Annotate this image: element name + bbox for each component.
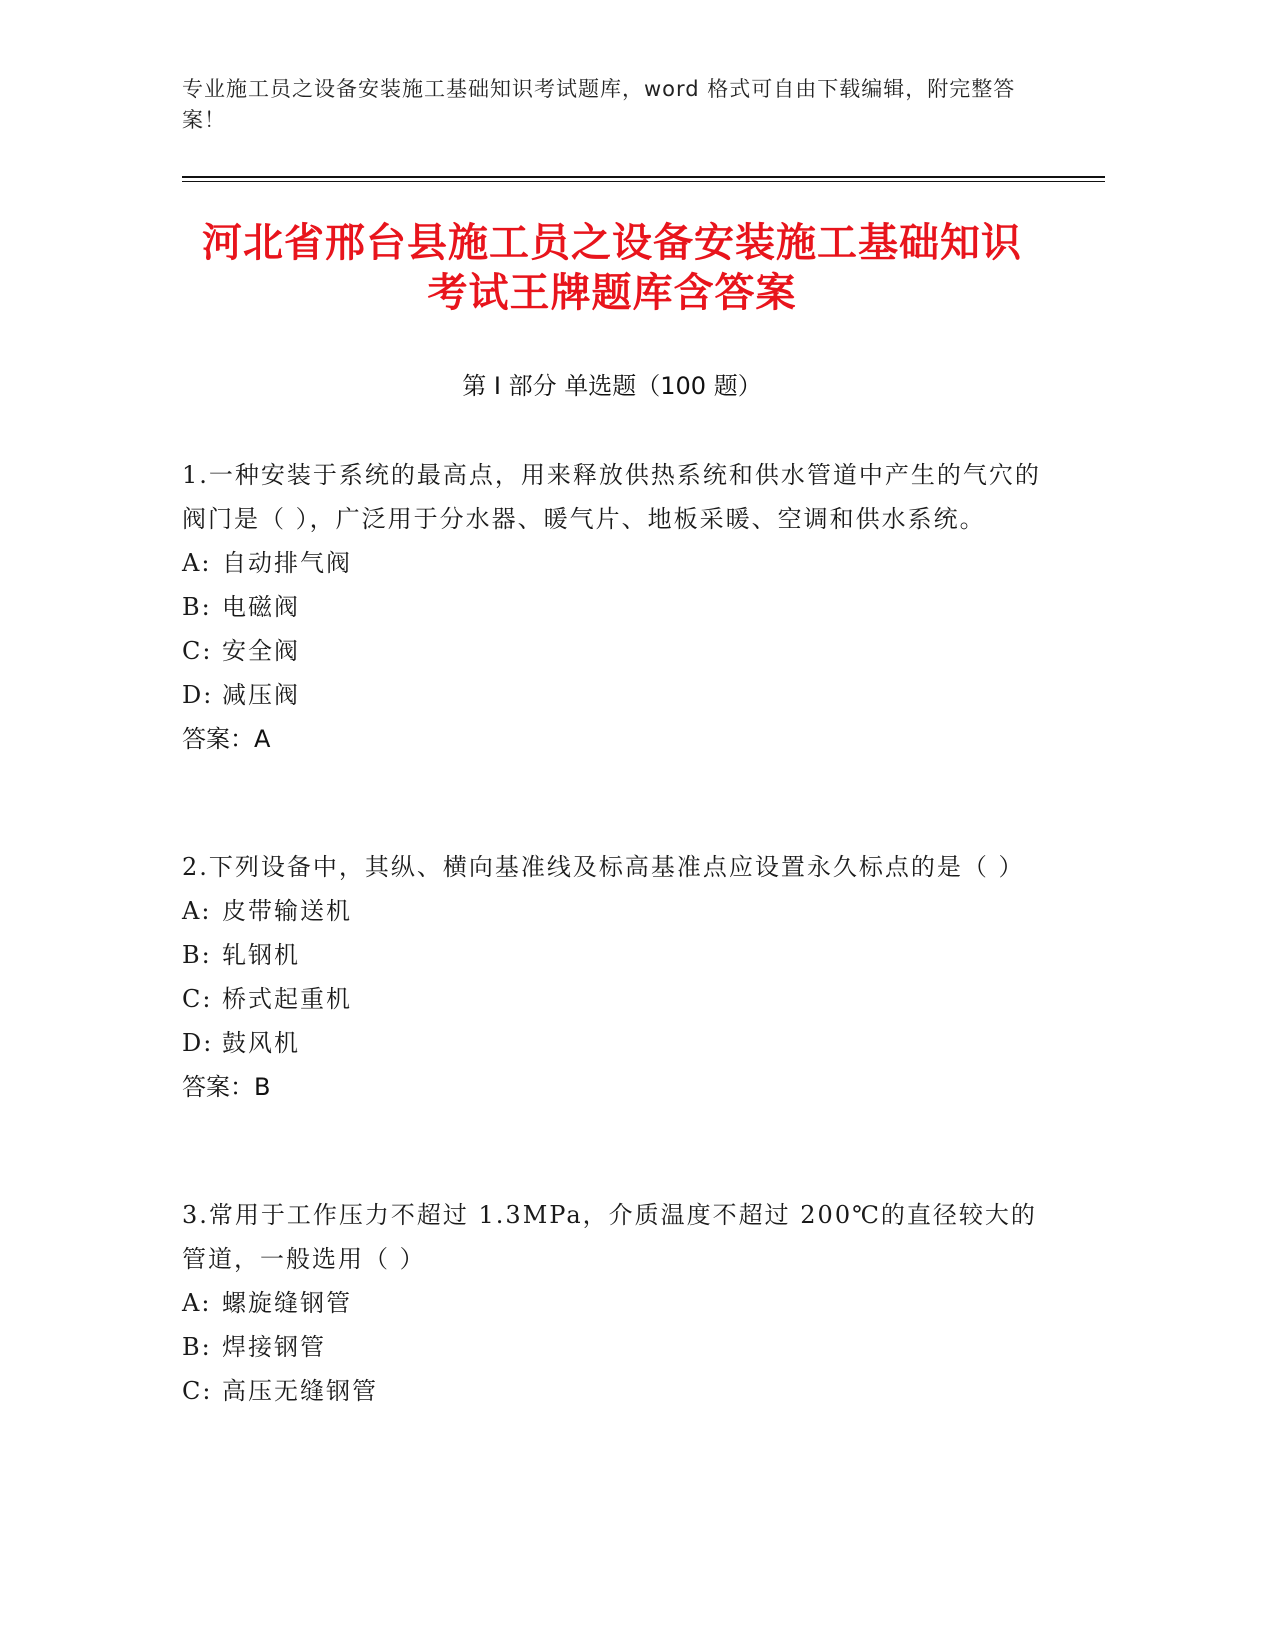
question-stem: 1.一种安装于系统的最高点，用来释放供热系统和供水管道中产生的气穴的阀门是（ ），广泛用于分水器、暖气片、地板采暖、空调和供水系统。 bbox=[182, 461, 1041, 533]
answer-value: B bbox=[254, 1073, 271, 1101]
option-b bbox=[182, 1325, 1042, 1369]
option-text: 焊接钢管 bbox=[222, 1333, 326, 1361]
question-stem: 2.下列设备中，其纵、横向基准线及标高基准点应设置永久标点的是（ ） bbox=[182, 853, 1025, 881]
answer-label: 答案： bbox=[182, 1073, 254, 1101]
option-d bbox=[182, 673, 1042, 717]
option-text: 高压无缝钢管 bbox=[222, 1377, 378, 1405]
option-b bbox=[182, 585, 1042, 629]
answer-line bbox=[182, 1065, 1042, 1109]
option-letter: A: bbox=[182, 549, 212, 577]
option-letter: B: bbox=[182, 593, 212, 621]
option-letter: A: bbox=[182, 897, 212, 925]
option-text: 皮带输送机 bbox=[222, 897, 352, 925]
option-letter: B: bbox=[182, 1333, 212, 1361]
option-text: 鼓风机 bbox=[222, 1029, 300, 1057]
option-letter: D: bbox=[182, 1029, 214, 1057]
option-letter: C: bbox=[182, 985, 213, 1013]
answer-label: 答案： bbox=[182, 725, 254, 753]
answer-value: A bbox=[254, 725, 271, 753]
option-b bbox=[182, 933, 1042, 977]
option-text: 安全阀 bbox=[222, 637, 300, 665]
option-d bbox=[182, 1021, 1042, 1065]
option-text: 桥式起重机 bbox=[222, 985, 352, 1013]
question-1 bbox=[182, 453, 1042, 761]
document-title: 河北省邢台县施工员之设备安装施工基础知识考试王牌题库含答案 bbox=[202, 220, 1022, 316]
option-letter: D: bbox=[182, 681, 214, 709]
option-a bbox=[182, 541, 1042, 585]
option-letter: B: bbox=[182, 941, 212, 969]
option-c bbox=[182, 629, 1042, 673]
option-letter: C: bbox=[182, 637, 213, 665]
option-text: 自动排气阀 bbox=[222, 549, 352, 577]
question-2 bbox=[182, 845, 1042, 1109]
option-letter: A: bbox=[182, 1289, 212, 1317]
question-3 bbox=[182, 1193, 1042, 1413]
option-c bbox=[182, 977, 1042, 1021]
option-text: 轧钢机 bbox=[222, 941, 300, 969]
header-rule-thick bbox=[182, 176, 1105, 178]
option-c bbox=[182, 1369, 1042, 1413]
question-stem: 3.常用于工作压力不超过 1.3MPa，介质温度不超过 200℃的直径较大的管道，一般选用（ ） bbox=[182, 1201, 1037, 1273]
option-text: 减压阀 bbox=[222, 681, 300, 709]
option-text: 电磁阀 bbox=[222, 593, 300, 621]
header-rule-thin bbox=[182, 181, 1105, 182]
answer-line bbox=[182, 717, 1042, 761]
header-note: 专业施工员之设备安装施工基础知识考试题库，word 格式可自由下载编辑，附完整答案！ bbox=[182, 77, 1016, 132]
option-text: 螺旋缝钢管 bbox=[222, 1289, 352, 1317]
option-letter: C: bbox=[182, 1377, 213, 1405]
section-heading: 第 I 部分 单选题（100 题） bbox=[462, 372, 762, 400]
option-a bbox=[182, 889, 1042, 933]
option-a bbox=[182, 1281, 1042, 1325]
